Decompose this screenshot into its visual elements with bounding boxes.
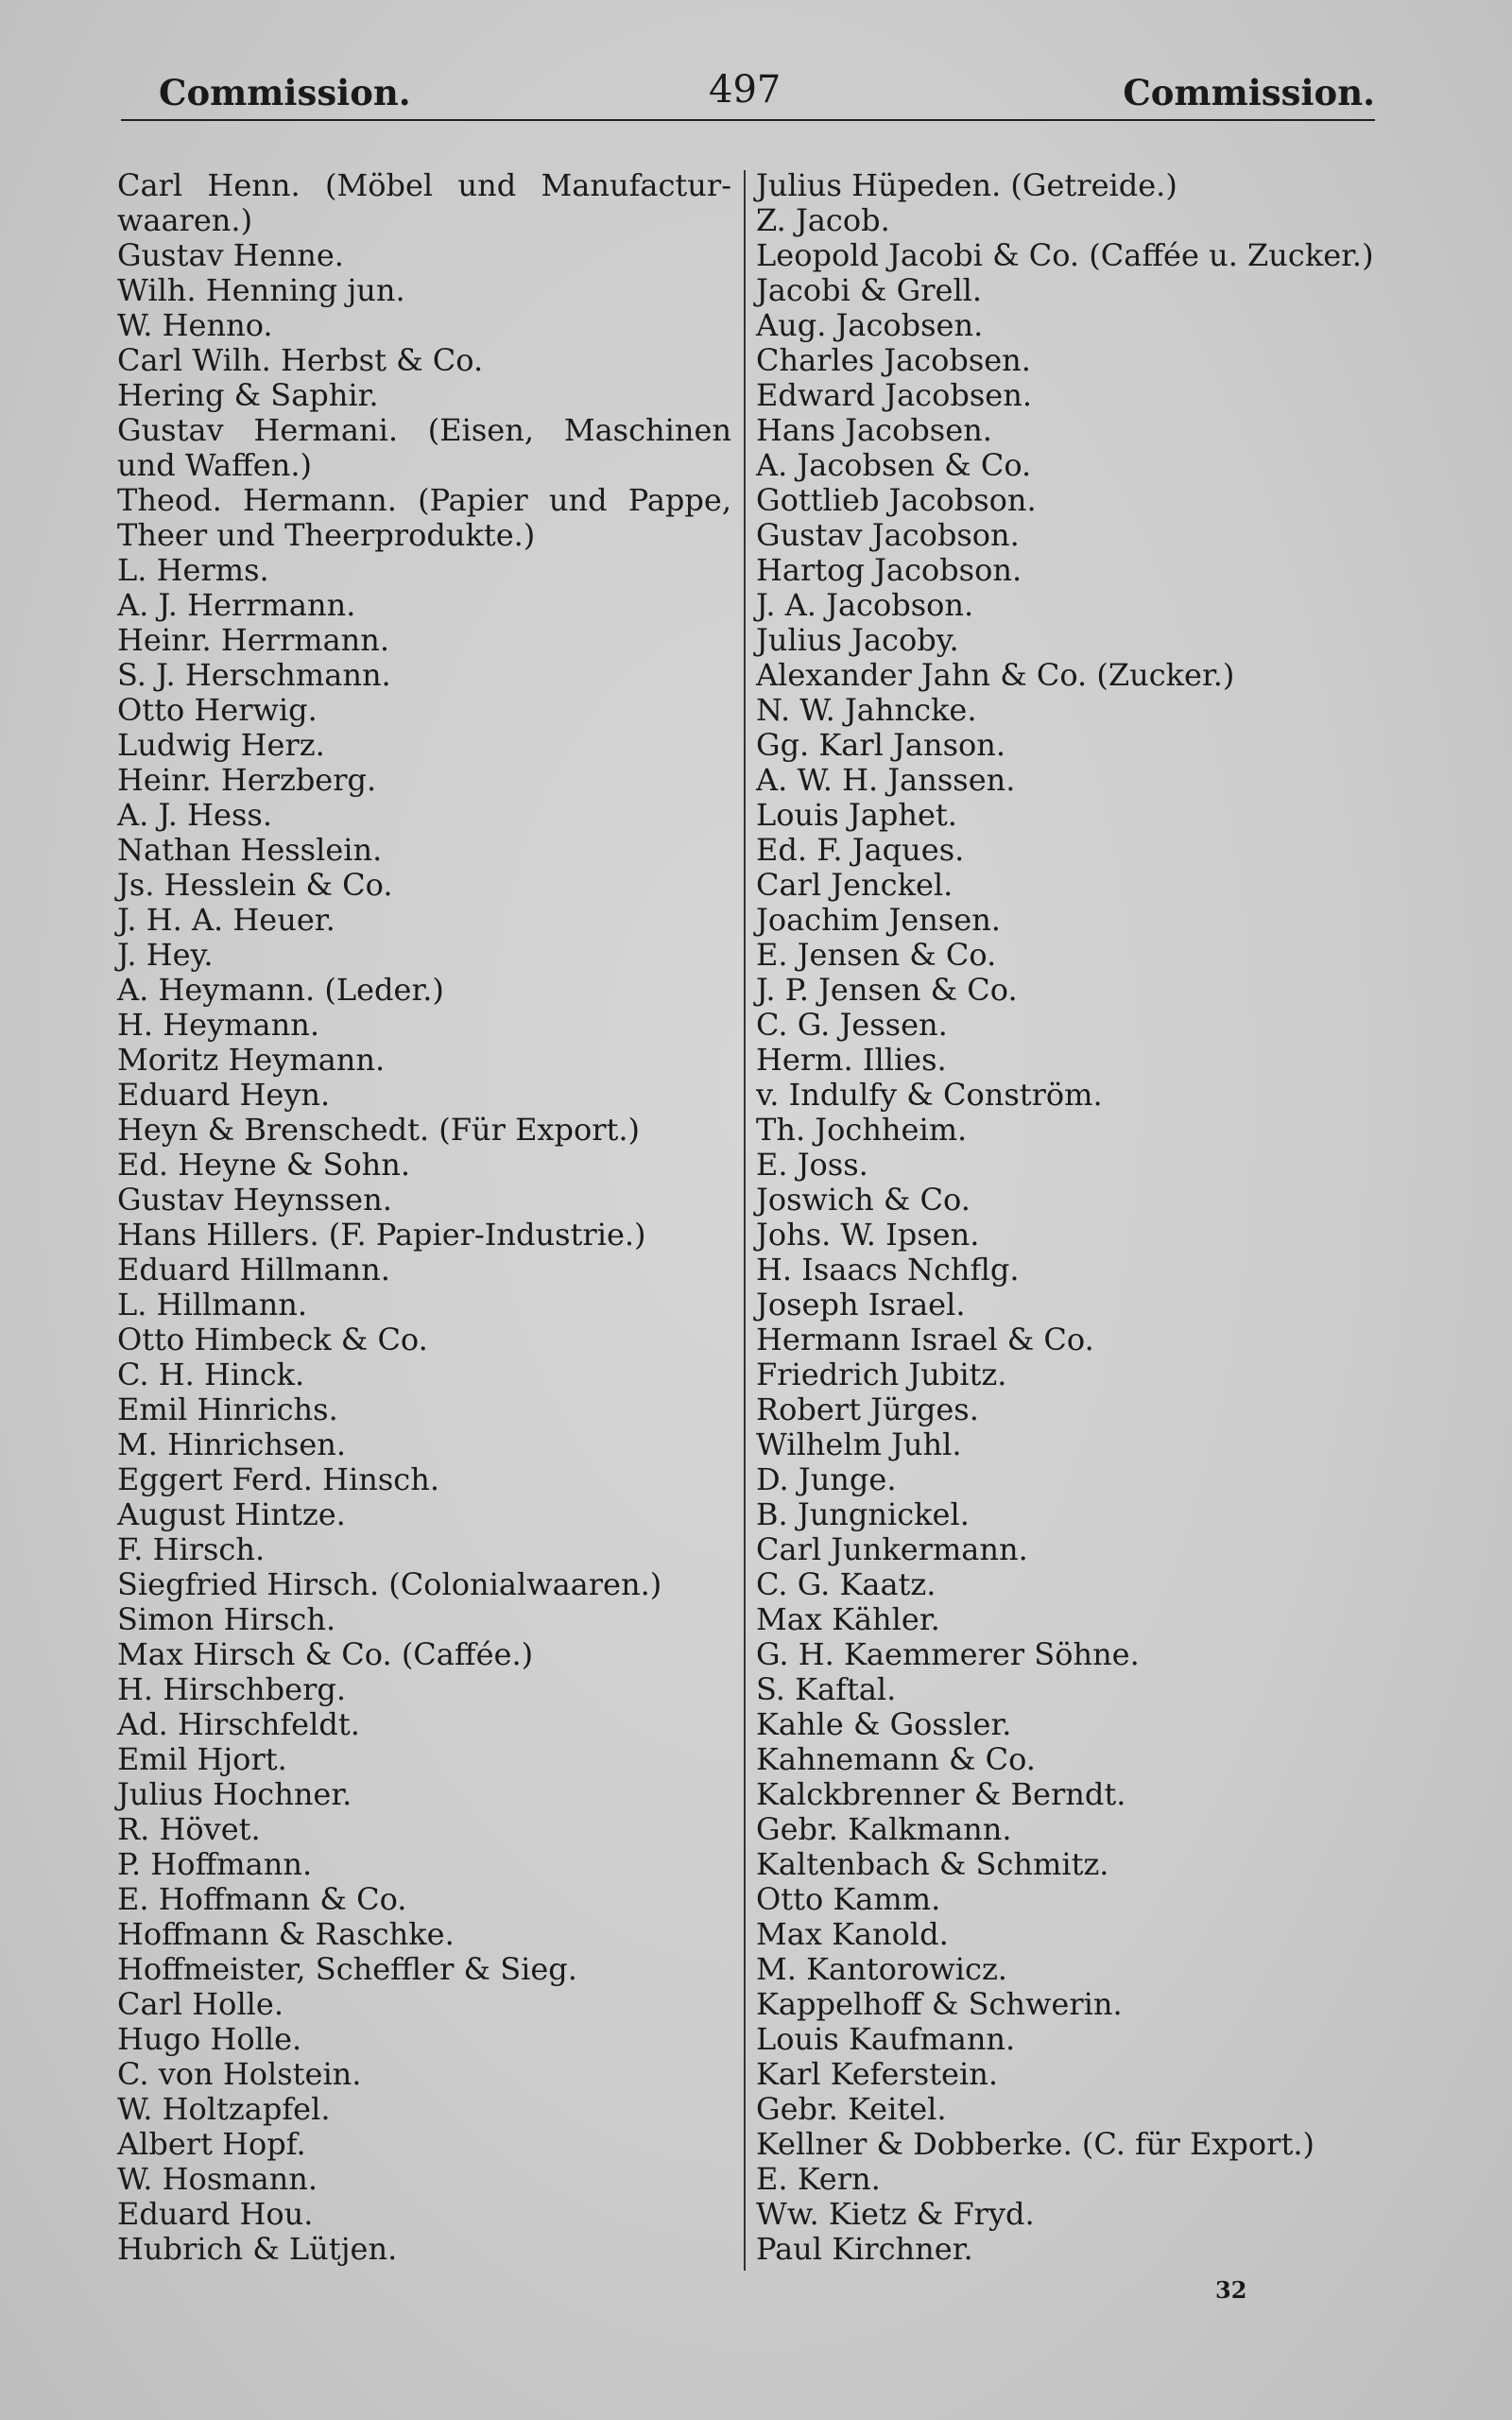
list-item: Kalckbrenner & Berndt. [756, 1776, 1126, 1812]
list-item: Hering & Saphir. [117, 377, 379, 413]
list-item: L. Hillmann. [117, 1287, 308, 1322]
signature-mark: 32 [1215, 2276, 1247, 2304]
list-item: Hermann Israel & Co. [756, 1322, 1094, 1357]
list-item: Eduard Heyn. [117, 1077, 331, 1113]
list-item: Carl Junkermann. [756, 1531, 1028, 1567]
list-item: H. Hirschberg. [117, 1671, 347, 1707]
list-item: N. W. Jahncke. [756, 692, 977, 728]
list-item: C. G. Jessen. [756, 1007, 948, 1043]
list-item: W. Henno. [117, 307, 273, 343]
list-item: Nathan Hesslein. [117, 832, 383, 868]
list-item: Theod. Hermann. (Papier und Pappe, Theer und Theerprodukte.) [117, 482, 731, 553]
list-item: Eduard Hillmann. [117, 1252, 390, 1288]
list-item: Gottlieb Jacobson. [756, 482, 1037, 518]
list-item: Hans Jacobsen. [756, 412, 992, 448]
list-item: Gustav Heynssen. [117, 1182, 392, 1218]
list-item: J. Hey. [117, 937, 214, 973]
list-item: B. Jungnickel. [756, 1496, 970, 1532]
list-item: Julius Jacoby. [756, 622, 959, 658]
list-item: Hans Hillers. (F. Papier-Industrie.) [117, 1217, 646, 1253]
list-item: Edward Jacobsen. [756, 377, 1032, 413]
list-item: Max Kanold. [756, 1916, 949, 1952]
list-item: Ludwig Herz. [117, 727, 325, 763]
list-item: Otto Himbeck & Co. [117, 1322, 428, 1357]
list-item: Joseph Israel. [756, 1287, 966, 1322]
list-item: Hoffmann & Raschke. [117, 1916, 455, 1952]
list-item: Hubrich & Lütjen. [117, 2231, 398, 2267]
list-item: Eggert Ferd. Hinsch. [117, 1461, 439, 1497]
list-item: Z. Jacob. [756, 202, 890, 238]
list-item: Joachim Jensen. [756, 902, 1001, 938]
list-item: Karl Keferstein. [756, 2056, 998, 2092]
list-item: Aug. Jacobsen. [756, 307, 984, 343]
list-item: Js. Hesslein & Co. [117, 867, 393, 903]
list-item: Ad. Hirschfeldt. [117, 1706, 360, 1742]
list-item: Ed. F. Jaques. [756, 832, 965, 868]
list-item: F. Hirsch. [117, 1531, 266, 1567]
list-item: Simon Hirsch. [117, 1601, 336, 1637]
list-item: E. Jensen & Co. [756, 937, 997, 973]
list-item: Friedrich Jubitz. [756, 1357, 1007, 1392]
list-item: August Hintze. [117, 1496, 346, 1532]
header-left-title: Commission. [159, 72, 411, 113]
list-item: C. G. Kaatz. [756, 1566, 936, 1602]
list-item: P. Hoffmann. [117, 1846, 313, 1882]
list-item: Jacobi & Grell. [756, 272, 983, 308]
list-item: Kahle & Gossler. [756, 1706, 1012, 1742]
list-item: Gustav Hermani. (Eisen, Maschinen und Waffen.) [117, 412, 731, 483]
list-item: Hugo Holle. [117, 2021, 302, 2057]
list-item: Kellner & Dobberke. (C. für Export.) [756, 2126, 1314, 2162]
list-item: Gebr. Keitel. [756, 2091, 947, 2127]
list-item: L. Herms. [117, 552, 269, 588]
list-item: Gustav Henne. [117, 237, 344, 273]
list-item: Carl Jenckel. [756, 867, 954, 903]
list-item: Emil Hinrichs. [117, 1392, 338, 1427]
list-item: Louis Japhet. [756, 797, 957, 833]
list-item: Charles Jacobsen. [756, 342, 1031, 378]
list-item: S. J. Herschmann. [117, 657, 391, 693]
list-item: Hartog Jacobson. [756, 552, 1022, 588]
list-item: E. Joss. [756, 1147, 868, 1183]
list-item: Wilhelm Juhl. [756, 1426, 962, 1462]
list-item: C. von Holstein. [117, 2056, 362, 2092]
list-item: Kappelhoff & Schwerin. [756, 1986, 1123, 2022]
list-item: Kahnemann & Co. [756, 1741, 1036, 1777]
list-item: Th. Jochheim. [756, 1112, 968, 1148]
list-item: R. Hövet. [117, 1811, 261, 1847]
header-right-title: Commission. [1123, 72, 1375, 113]
list-item: M. Hinrichsen. [117, 1426, 347, 1462]
list-item: A. J. Hess. [117, 797, 272, 833]
list-item: Hoffmeister, Scheffler & Sieg. [117, 1951, 577, 1987]
list-item: Joswich & Co. [756, 1182, 971, 1218]
list-item: Wilh. Henning jun. [117, 272, 405, 308]
list-item: Paul Kirchner. [756, 2231, 973, 2267]
list-item: C. H. Hinck. [117, 1357, 305, 1392]
list-item: S. Kaftal. [756, 1671, 897, 1707]
list-item: H. Heymann. [117, 1007, 319, 1043]
list-item: Gg. Karl Janson. [756, 727, 1006, 763]
list-item: Siegfried Hirsch. (Colonialwaaren.) [117, 1566, 662, 1602]
list-item: H. Isaacs Nchflg. [756, 1252, 1020, 1288]
list-item: Ww. Kietz & Fryd. [756, 2196, 1035, 2232]
list-item: Johs. W. Ipsen. [756, 1217, 980, 1253]
list-item: A. Heymann. (Leder.) [117, 972, 444, 1008]
list-item: Carl Wilh. Herbst & Co. [117, 342, 484, 378]
list-item: E. Kern. [756, 2161, 881, 2197]
page-header [121, 66, 1375, 121]
list-item: Heinr. Herrmann. [117, 622, 390, 658]
list-item: Kaltenbach & Schmitz. [756, 1846, 1109, 1882]
list-item: Alexander Jahn & Co. (Zucker.) [756, 657, 1235, 693]
list-item: Emil Hjort. [117, 1741, 287, 1777]
list-item: v. Indulfy & Conström. [756, 1077, 1103, 1113]
list-item: J. H. A. Heuer. [117, 902, 335, 938]
list-item: Heyn & Brenschedt. (Für Export.) [117, 1112, 641, 1148]
list-item: W. Holtzapfel. [117, 2091, 331, 2127]
list-item: Leopold Jacobi & Co. (Caffée u. Zucker.) [756, 237, 1374, 273]
list-item: Ed. Heyne & Sohn. [117, 1147, 411, 1183]
list-item: Max Hirsch & Co. (Caffée.) [117, 1636, 534, 1672]
list-item: E. Hoffmann & Co. [117, 1881, 407, 1917]
list-item: Herm. Illies. [756, 1042, 947, 1078]
list-item: Albert Hopf. [117, 2126, 306, 2162]
list-item: Louis Kaufmann. [756, 2021, 1016, 2057]
list-item: Gustav Jacobson. [756, 517, 1020, 553]
list-item: Julius Hochner. [117, 1776, 352, 1812]
column-divider [744, 170, 746, 2271]
list-item: Eduard Hou. [117, 2196, 314, 2232]
list-item: G. H. Kaemmerer Söhne. [756, 1636, 1140, 1672]
right-column [756, 168, 1408, 2267]
page-number: 497 [709, 68, 782, 112]
list-item: D. Junge. [756, 1461, 897, 1497]
list-item: A. Jacobsen & Co. [756, 447, 1032, 483]
list-item: J. P. Jensen & Co. [756, 972, 1018, 1008]
list-item: Gebr. Kalkmann. [756, 1811, 1012, 1847]
list-item: W. Hosmann. [117, 2161, 318, 2197]
list-item: Max Kähler. [756, 1601, 940, 1637]
list-item: J. A. Jacobson. [756, 587, 974, 623]
list-item: Robert Jürges. [756, 1392, 979, 1427]
list-item: Julius Hüpeden. (Getreide.) [756, 167, 1177, 203]
list-item: Carl Henn. (Möbel und Manufactur-waaren.) [117, 167, 731, 238]
list-item: A. J. Herrmann. [117, 587, 356, 623]
list-item: Moritz Heymann. [117, 1042, 386, 1078]
list-item: Otto Kamm. [756, 1881, 941, 1917]
list-item: Heinr. Herzberg. [117, 762, 377, 798]
list-item: A. W. H. Janssen. [756, 762, 1016, 798]
list-item: M. Kantorowicz. [756, 1951, 1007, 1987]
list-item: Otto Herwig. [117, 692, 318, 728]
left-column [117, 168, 731, 2267]
list-item: Carl Holle. [117, 1986, 284, 2022]
